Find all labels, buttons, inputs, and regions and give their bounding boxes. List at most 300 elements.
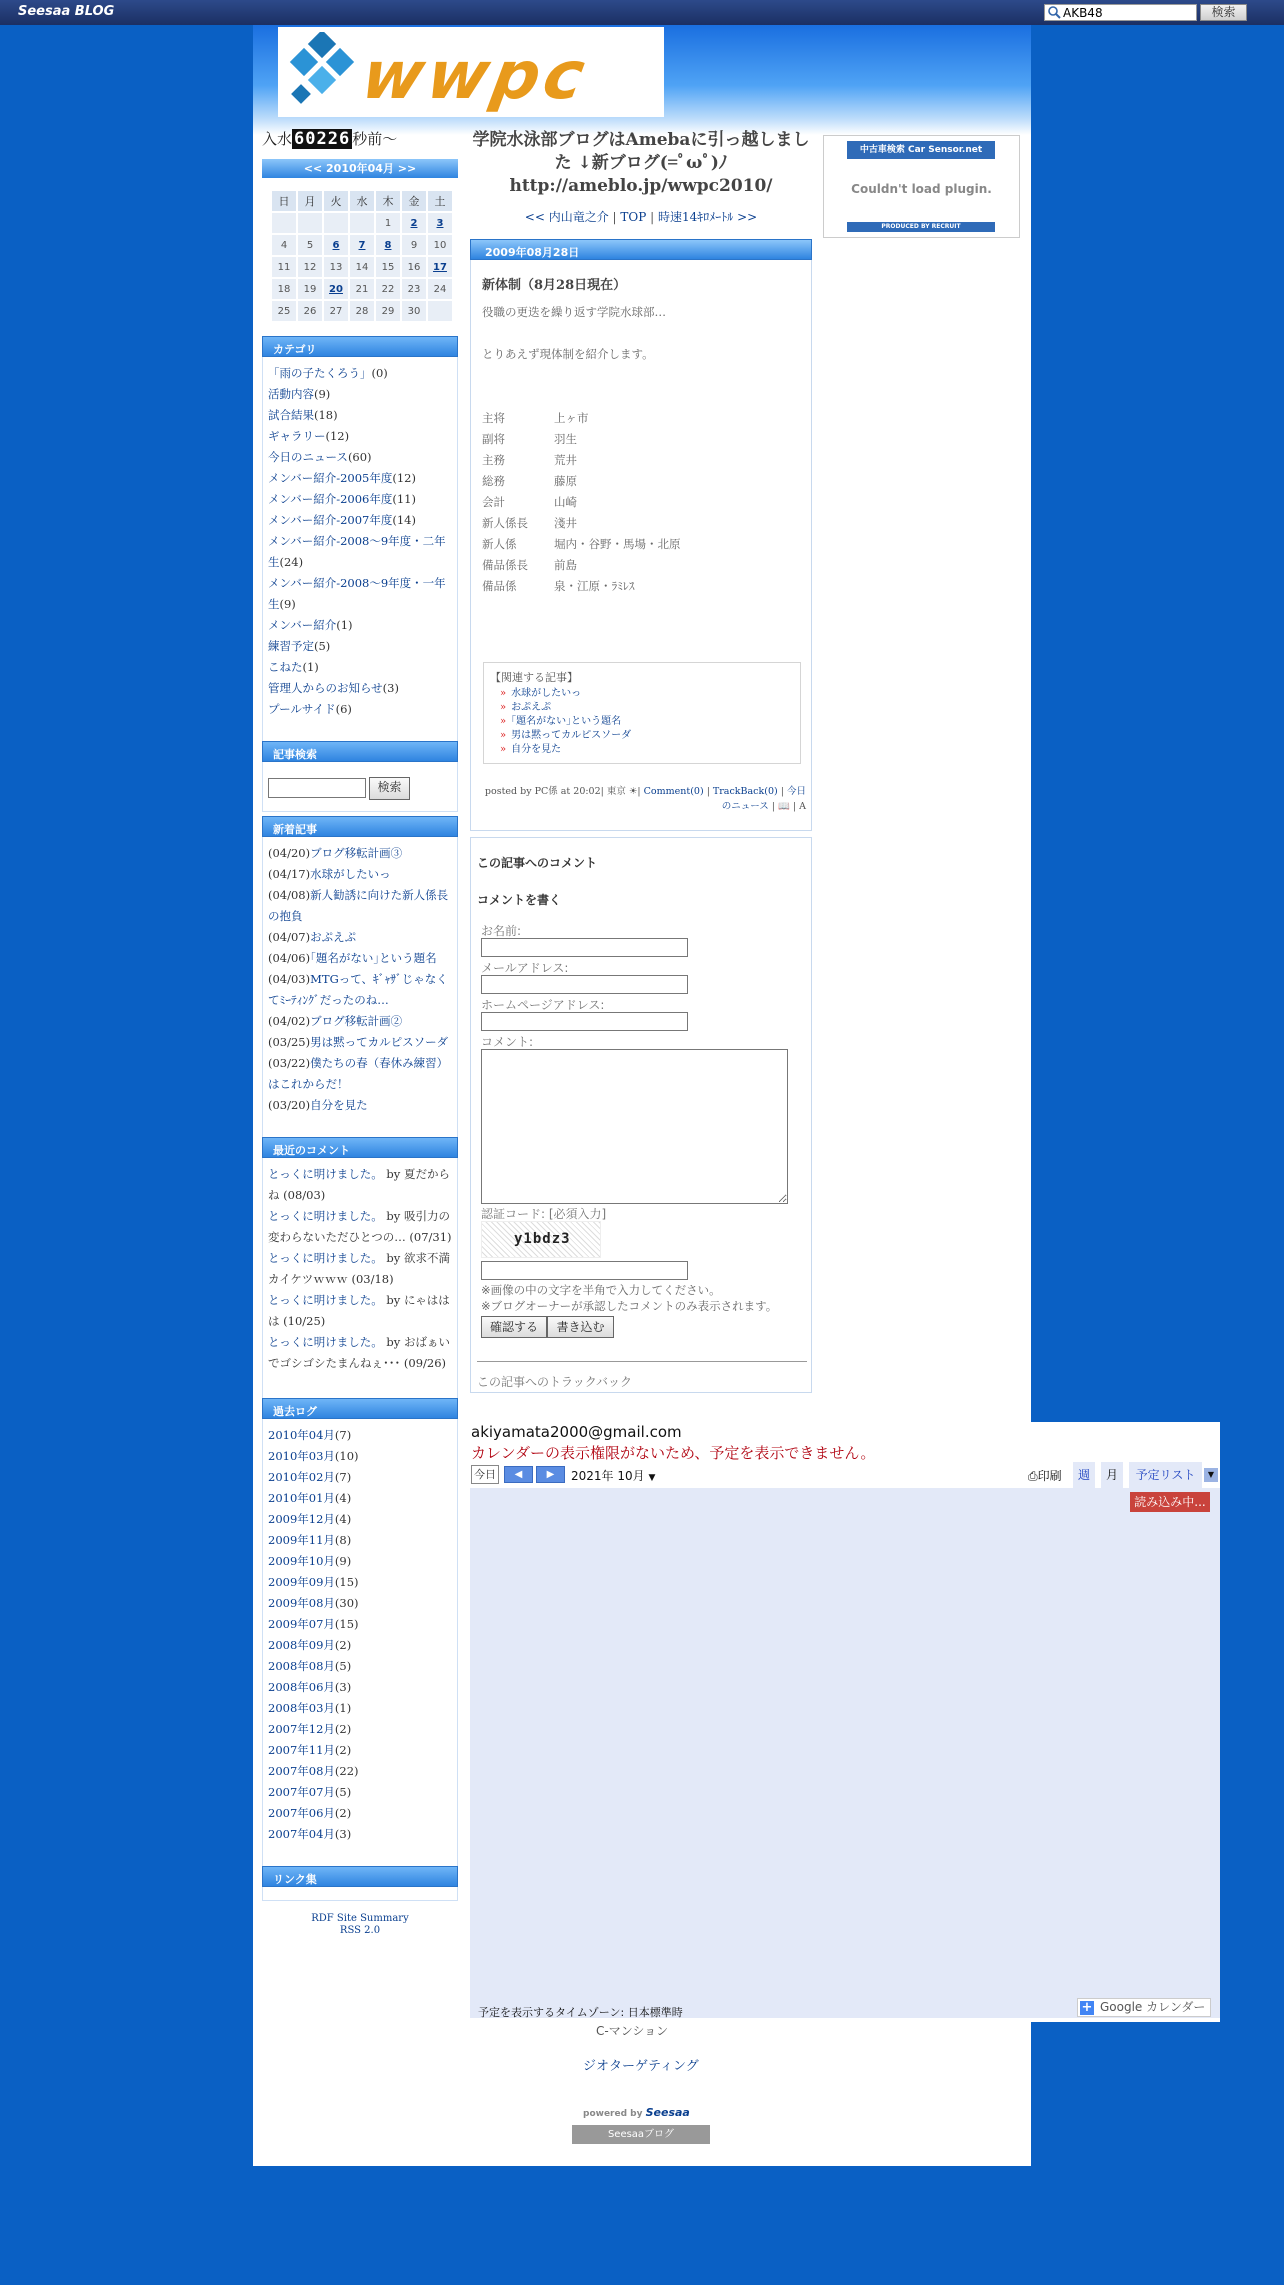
recent-post-date: (04/02) [268, 1014, 311, 1028]
archive-item [268, 1740, 452, 1761]
next-month-button[interactable] [536, 1466, 565, 1483]
month-picker[interactable] [571, 1467, 655, 1484]
archive-count: (15) [334, 1617, 359, 1631]
roster-role: 主務 [482, 453, 505, 467]
calendar-weekday: 水 [350, 191, 374, 211]
archive-link[interactable]: 2009年12月 [268, 1512, 335, 1526]
bullet-icon: » [500, 702, 507, 713]
roster-row [482, 408, 681, 429]
roster-role: 新人係 [482, 537, 517, 551]
captcha-label: 認証コード: [必須入力] [481, 1207, 607, 1221]
printer-icon: ⎙ [1028, 1469, 1038, 1483]
related-item [500, 743, 794, 757]
recent-post-date: (04/17) [268, 867, 311, 881]
recent-post-link[interactable]: ｢題名がない｣という題名 [310, 951, 437, 965]
category-link[interactable]: 練習予定 [268, 639, 314, 653]
counter-digits: 60226 [294, 129, 351, 149]
timezone-label: 予定を表示するタイムゾーン: 日本標準時 [478, 2006, 683, 2019]
roster-role: 主将 [482, 411, 505, 425]
calendar-day: 15 [376, 257, 400, 277]
month-label: 2021年 10月 [571, 1469, 645, 1483]
category-item [268, 405, 452, 426]
calendar-day: 28 [350, 301, 374, 321]
roster-name: 羽生 [554, 432, 577, 446]
bookmark-icon[interactable]: 📖 [778, 801, 790, 812]
archive-item [268, 1572, 452, 1593]
print-label: 印刷 [1037, 1469, 1062, 1483]
roster-name: 堀内・谷野・馬場・北原 [554, 537, 681, 551]
top-bar [0, 0, 1284, 25]
roster-role: 会計 [482, 495, 505, 509]
archive-count: (2) [334, 1638, 352, 1652]
trackback-title: この記事へのトラックバック [477, 1375, 633, 1389]
recent-posts-list [262, 837, 458, 1158]
recent-post-date: (04/20) [268, 846, 311, 860]
calendar-weekday: 木 [376, 191, 400, 211]
plugin-error: Couldn't load plugin. [851, 182, 992, 196]
roster-row [482, 492, 681, 513]
font-size-icon[interactable]: A [799, 801, 806, 812]
archive-item [268, 1593, 452, 1614]
comments-title: この記事へのコメント [477, 856, 598, 870]
recent-post-link[interactable]: 新人勧誘に向けた新人係長の抱負 [268, 888, 449, 923]
archive-link[interactable]: 2008年03月 [268, 1701, 335, 1715]
recent-post-item [268, 885, 452, 927]
diamond-logo-icon [282, 32, 362, 112]
category-link[interactable]: 試合結果 [268, 408, 314, 422]
arrow-left-icon: ◀ [514, 1469, 523, 1480]
calendar-weekday: 火 [324, 191, 348, 211]
calendar-day[interactable] [402, 213, 426, 233]
archive-link[interactable]: 2010年02月 [268, 1470, 335, 1484]
archive-item [268, 1614, 452, 1635]
recent-post-date: (03/22) [268, 1056, 311, 1070]
category-count: (24) [279, 555, 304, 569]
recent-post-item [268, 948, 452, 969]
calendar-day: 22 [376, 279, 400, 299]
archive-count: (8) [334, 1533, 352, 1547]
archive-link[interactable]: 2007年06月 [268, 1806, 335, 1820]
seesaa-blog-logo[interactable]: Seesaa BLOG [18, 4, 115, 19]
calendar-table [270, 189, 454, 323]
write-comment-title: コメントを書く [477, 893, 562, 907]
category-link[interactable]: メンバー紹介-2006年度 [268, 492, 393, 506]
calendar-day: 1 [376, 213, 400, 233]
google-calendar-embed [470, 1422, 1220, 2022]
recent-post-link[interactable]: ブログ移転計画② [310, 1014, 403, 1028]
category-item [268, 510, 452, 531]
archive-item [268, 1761, 452, 1782]
calendar-day [350, 213, 374, 233]
prev-month-button[interactable] [504, 1466, 533, 1483]
calendar-day: 14 [350, 257, 374, 277]
calendar-day: 10 [428, 235, 452, 255]
recent-post-link[interactable]: ブログ移転計画③ [310, 846, 403, 860]
article-search-button[interactable]: 検索 [369, 777, 410, 800]
recent-post-link[interactable]: 男は黙ってカルピスソーダ [310, 1035, 449, 1049]
dropdown-icon: ▼ [648, 1473, 656, 1483]
roster-name: 山崎 [554, 495, 577, 509]
top-search-button[interactable]: 検索 [1200, 4, 1247, 21]
archive-count: (5) [334, 1785, 352, 1799]
recent-comment-item [268, 1290, 452, 1332]
category-count: (14) [392, 513, 416, 527]
related-title: 【関連する記事】 [490, 671, 578, 684]
archive-count: (5) [334, 1659, 352, 1673]
roster-name: 上ヶ市 [554, 411, 589, 425]
archive-count: (10) [334, 1449, 359, 1463]
archive-item [268, 1719, 452, 1740]
roster-name: 前島 [554, 558, 577, 572]
recent-comment-link[interactable]: とっくに明けました。 [268, 1167, 383, 1181]
category-item [268, 573, 452, 615]
links-header: リンク集 [262, 1866, 458, 1887]
category-link[interactable]: メンバー紹介-2007年度 [268, 513, 393, 527]
loading-indicator: 読み込み中... [1130, 1492, 1210, 1512]
calendar-day: 11 [272, 257, 296, 277]
archive-link[interactable]: 2007年08月 [268, 1764, 335, 1778]
recent-comment-link[interactable]: とっくに明けました。 [268, 1209, 383, 1223]
category-count: (9) [314, 387, 331, 401]
roster-role: 新人係長 [482, 516, 528, 530]
posted-by: posted by PC係 at 20:02| 東京 ☀| Comment(0) | TrackBack(0) | 今日のニュース | 📖 | A [484, 786, 806, 812]
archive-item [268, 1488, 452, 1509]
category-count: (11) [392, 492, 416, 506]
recent-post-link[interactable]: 水球がしたいっ [310, 867, 391, 881]
category-link[interactable]: 今日のニュース [721, 786, 806, 812]
category-count: (6) [335, 702, 352, 716]
category-count: (3) [382, 681, 399, 695]
archive-item [268, 1677, 452, 1698]
archive-link[interactable]: 2007年07月 [268, 1785, 335, 1799]
archive-link[interactable]: 2009年11月 [268, 1533, 335, 1547]
calendar-day-link[interactable]: 7 [358, 239, 366, 251]
archive-count: (3) [334, 1827, 352, 1841]
archive-link[interactable]: 2010年01月 [268, 1491, 335, 1505]
rss-link[interactable]: RSS 2.0 [339, 1925, 381, 1936]
archive-count: (2) [334, 1722, 352, 1736]
comment-section [470, 837, 812, 1393]
search-icon [1047, 5, 1061, 19]
calendar-day-link[interactable]: 2 [410, 217, 418, 229]
calendar-day: 24 [428, 279, 452, 299]
archive-count: (3) [334, 1680, 352, 1694]
recent-post-date: (03/20) [268, 1098, 311, 1112]
bullet-icon: » [500, 716, 507, 727]
archive-count: (22) [334, 1764, 359, 1778]
archive-count: (7) [334, 1470, 352, 1484]
category-item [268, 657, 452, 678]
calendar-day[interactable] [324, 279, 348, 299]
related-link[interactable]: ｢題名がない｣という題名 [511, 716, 622, 727]
related-link[interactable]: 男は黙ってカルピスソーダ [511, 730, 632, 741]
article-search-header: 記事検索 [262, 741, 458, 762]
calendar-permission-error: カレンダーの表示権限がないため、予定を表示できません。 [471, 1444, 876, 1462]
name-field[interactable] [481, 938, 688, 957]
calendar-day: 26 [298, 301, 322, 321]
calendar-day: 18 [272, 279, 296, 299]
bullet-icon: » [500, 744, 507, 755]
archive-link[interactable]: 2007年11月 [268, 1743, 335, 1757]
recent-comment-item [268, 1206, 452, 1248]
bullet-icon: » [500, 730, 507, 741]
category-count: (1) [336, 618, 353, 632]
archive-link[interactable]: 2008年06月 [268, 1680, 335, 1694]
swim-counter [262, 128, 397, 149]
recent-comment-link[interactable]: とっくに明けました。 [268, 1293, 383, 1307]
tab-agenda[interactable]: 予定リスト [1129, 1462, 1202, 1488]
recent-comments-header: 最近のコメント [262, 1137, 458, 1158]
calendar-weekday: 金 [402, 191, 426, 211]
archive-item [268, 1467, 452, 1488]
category-count: (9) [279, 597, 296, 611]
archive-link[interactable]: 2008年08月 [268, 1659, 335, 1673]
calendar-day-link[interactable]: 8 [384, 239, 392, 251]
recent-post-item [268, 1032, 452, 1053]
next-post-link[interactable]: 時速14ｷﾛﾒｰﾄﾙ >> [658, 210, 758, 224]
archive-link[interactable]: 2010年04月 [268, 1428, 335, 1442]
archive-count: (2) [334, 1806, 352, 1820]
archive-item [268, 1551, 452, 1572]
counter-suffix: 秒前～ [352, 130, 398, 148]
calendar-day[interactable] [350, 235, 374, 255]
powered-by-text: powered by [583, 2109, 646, 2119]
calendar-day[interactable] [376, 235, 400, 255]
recent-post-link[interactable]: 僕たちの春（春休み練習）はこれからだ！ [268, 1056, 449, 1091]
roster-role: 副将 [482, 432, 505, 446]
archive-count: (9) [334, 1554, 352, 1568]
archive-link[interactable]: 2009年07月 [268, 1617, 335, 1631]
today-button[interactable]: 今日 [471, 1465, 499, 1484]
roster-role: 備品係 [482, 579, 517, 593]
top-search-input[interactable] [1044, 4, 1197, 21]
calendar-day-link[interactable]: 20 [329, 283, 343, 295]
seesaa-blog-button[interactable]: Seesaaブログ [572, 2125, 710, 2144]
counter-prefix: 入水 [262, 130, 293, 148]
category-item [268, 468, 452, 489]
captcha-field[interactable] [481, 1261, 688, 1280]
roster-name: 藤原 [554, 474, 577, 488]
email-field[interactable] [481, 975, 688, 994]
entry-intro-line: 役職の更迭を繰り返す学院水球部… [482, 305, 666, 319]
archive-item [268, 1530, 452, 1551]
roster [482, 408, 681, 597]
recent-post-date: (03/25) [268, 1035, 311, 1049]
recent-post-link[interactable]: 自分を見た [310, 1098, 368, 1112]
recent-comment-item [268, 1164, 452, 1206]
plus-icon: + [1081, 2000, 1093, 2015]
category-count: (60) [347, 450, 372, 464]
related-link[interactable]: 水球がしたいっ [511, 688, 582, 699]
calendar-day-link[interactable]: 6 [332, 239, 340, 251]
category-link[interactable]: メンバー紹介 [268, 618, 337, 632]
category-item [268, 678, 452, 699]
calendar-day[interactable] [428, 213, 452, 233]
rdf-link[interactable]: RDF Site Summary [311, 1913, 409, 1924]
archives-list [262, 1419, 458, 1881]
category-link[interactable]: メンバー紹介-2008～9年度・一年生 [268, 576, 446, 611]
roster-name: 荒井 [554, 453, 577, 467]
related-list [500, 687, 794, 757]
article-search-input[interactable] [268, 778, 366, 798]
category-link[interactable]: 活動内容 [268, 387, 314, 401]
calendar-header[interactable]: << 2010年04月 >> [262, 159, 458, 178]
feed-links [262, 1913, 458, 1937]
calendar-day[interactable] [324, 235, 348, 255]
related-link[interactable]: おぷえぷ [511, 702, 552, 713]
roster-name: 泉・江原・ﾗﾐﾚｽ [554, 579, 635, 593]
category-link[interactable]: ギャラリー [268, 429, 326, 443]
entry-intro-line: とりあえず現体制を紹介します。 [482, 347, 654, 361]
geotargeting-link[interactable]: ジオターゲティング [583, 2059, 699, 2074]
captcha-image: y1bdz3 [481, 1221, 601, 1258]
category-link[interactable]: プールサイド [268, 702, 336, 716]
links-list [262, 1887, 458, 1901]
recent-comments-list [262, 1158, 458, 1412]
calendar-day: 19 [298, 279, 322, 299]
trackback-link[interactable]: TrackBack(0) [712, 786, 778, 797]
car-sensor-logo[interactable]: 中古車検索 Car Sensor.net [847, 141, 995, 159]
calendar-day-link[interactable]: 3 [436, 217, 444, 229]
name-label: お名前: [481, 924, 522, 938]
category-item [268, 489, 452, 510]
c-mansion-image[interactable]: C-マンション [596, 2024, 669, 2038]
prev-post-link[interactable]: << 内山竜之介 [524, 210, 609, 224]
archives-header: 過去ログ [262, 1398, 458, 1419]
category-count: (18) [314, 408, 338, 422]
recent-post-link[interactable]: MTGって、ｷﾞｬｻﾞじゃなくてﾐｰﾃｨﾝｸﾞだったのね… [268, 972, 448, 1007]
recent-post-date: (04/07) [268, 930, 311, 944]
recent-comment-meta: by おばぁいでゴシゴシたまんねぇ･･･ (09/26) [268, 1335, 450, 1370]
blog-title[interactable]: 学院水泳部ブログはAmebaに引っ越しました ↓新ブログ(=ﾟωﾟ)ﾉ http://ameblo.jp/wwpc2010/ [472, 130, 810, 196]
recent-comment-meta: by 欲求不満カイケツｗｗｗ (03/18) [268, 1251, 450, 1286]
recent-comment-meta: by 吸引力の変わらないただひとつの… (07/31) [268, 1209, 452, 1244]
google-calendar-label: Google カレンダー [1100, 2000, 1206, 2014]
car-sensor-widget [823, 135, 1020, 238]
calendar-day: 30 [402, 301, 426, 321]
recent-post-link[interactable]: おぷえぷ [310, 930, 357, 944]
calendar-day[interactable] [428, 257, 452, 277]
print-button[interactable] [1028, 1467, 1062, 1484]
arrow-right-icon: ▶ [546, 1469, 555, 1480]
submit-button[interactable]: 書き込む [547, 1316, 614, 1338]
category-link[interactable]: メンバー紹介-2008～9年度・二年生 [268, 534, 446, 569]
categories-header: カテゴリ [262, 336, 458, 357]
header [253, 25, 1031, 135]
recent-post-item [268, 969, 452, 1011]
related-link[interactable]: 自分を見た [511, 744, 562, 755]
recent-post-item [268, 864, 452, 885]
roster-row [482, 534, 681, 555]
calendar-grid [470, 1488, 1220, 2018]
recent-post-item [268, 1011, 452, 1032]
calendar-day [298, 213, 322, 233]
category-link[interactable]: 管理人からのお知らせ [268, 681, 383, 695]
calendar-menu-button[interactable] [1204, 1468, 1218, 1482]
tab-month[interactable]: 月 [1101, 1462, 1123, 1488]
roster-row [482, 429, 681, 450]
category-count: (5) [314, 639, 331, 653]
recent-comment-link[interactable]: とっくに明けました。 [268, 1335, 383, 1349]
archive-item [268, 1509, 452, 1530]
archive-count: (7) [334, 1428, 352, 1442]
archive-item [268, 1635, 452, 1656]
archive-link[interactable]: 2009年08月 [268, 1596, 335, 1610]
calendar-day [272, 213, 296, 233]
google-calendar-button[interactable] [1077, 1998, 1211, 2017]
archive-link[interactable]: 2007年12月 [268, 1722, 335, 1736]
blog-banner[interactable] [278, 27, 664, 117]
homepage-field[interactable] [481, 1012, 688, 1031]
calendar-day: 29 [376, 301, 400, 321]
recent-post-date: (04/03) [268, 972, 311, 986]
archive-link[interactable]: 2009年10月 [268, 1554, 335, 1568]
category-link[interactable]: 「雨の子たくろう」 [268, 366, 372, 380]
category-link[interactable]: 今日のニュース [268, 450, 348, 464]
archive-count: (30) [334, 1596, 359, 1610]
archive-item [268, 1656, 452, 1677]
recent-comment-meta: by にゃははは (10/25) [268, 1293, 450, 1328]
related-articles [483, 662, 801, 764]
entry-title: 新体制（8月28日現在） [482, 278, 627, 293]
archive-item [268, 1425, 452, 1446]
calendar-day: 25 [272, 301, 296, 321]
calendar-day: 5 [298, 235, 322, 255]
category-item [268, 636, 452, 657]
banner-wordmark: wwpc [356, 37, 595, 114]
categories-list [262, 357, 458, 756]
article-search-box [262, 762, 458, 812]
calendar-day-link[interactable]: 17 [433, 261, 447, 273]
divider [477, 1361, 807, 1362]
recent-post-item [268, 927, 452, 948]
category-count: (12) [392, 471, 416, 485]
archive-item [268, 1824, 452, 1845]
calendar-day: 16 [402, 257, 426, 277]
category-item [268, 615, 452, 636]
comment-textarea[interactable] [481, 1049, 788, 1204]
category-link[interactable]: こねた [268, 660, 303, 674]
category-item [268, 363, 452, 384]
powered-by [583, 2106, 690, 2119]
calendar-day [324, 213, 348, 233]
seesaa-logo: Seesaa [645, 2106, 690, 2119]
recent-comment-item [268, 1332, 452, 1374]
archive-link[interactable]: 2010年03月 [268, 1449, 335, 1463]
archive-count: (1) [334, 1701, 352, 1715]
top-link[interactable]: TOP [620, 210, 647, 224]
confirm-button[interactable]: 確認する [481, 1316, 547, 1338]
related-item [500, 715, 794, 729]
category-link[interactable]: メンバー紹介-2005年度 [268, 471, 393, 485]
archive-link[interactable]: 2009年09月 [268, 1575, 335, 1589]
comment-link[interactable]: Comment(0) [643, 786, 704, 797]
entry-intro [482, 302, 666, 365]
archive-count: (2) [334, 1743, 352, 1757]
archive-count: (15) [334, 1575, 359, 1589]
archive-link[interactable]: 2008年09月 [268, 1638, 335, 1652]
archive-link[interactable]: 2007年04月 [268, 1827, 335, 1841]
category-count: (0) [371, 366, 388, 380]
nav-separator: | [646, 210, 658, 224]
tab-week[interactable]: 週 [1073, 1462, 1095, 1488]
roster-role: 備品係長 [482, 558, 528, 572]
recent-comment-link[interactable]: とっくに明けました。 [268, 1251, 383, 1265]
calendar-day: 21 [350, 279, 374, 299]
nav-separator: | [608, 210, 621, 224]
calendar-weekday: 月 [298, 191, 322, 211]
category-item [268, 384, 452, 405]
